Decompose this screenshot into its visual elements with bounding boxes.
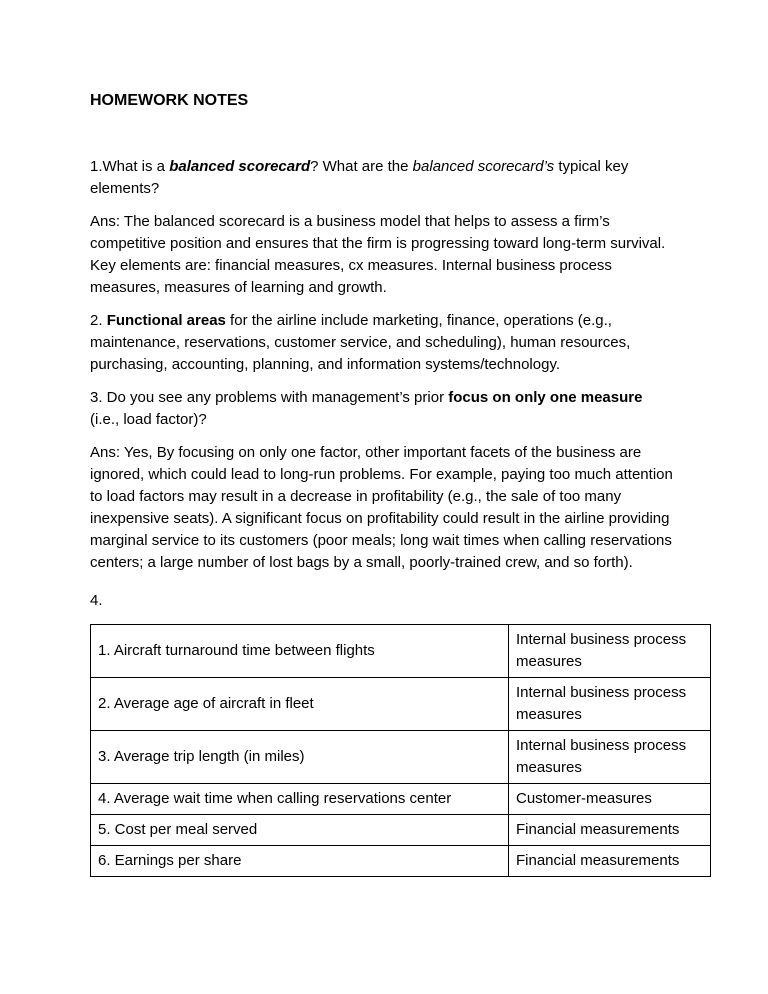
table-cell-item: 5. Cost per meal served (91, 815, 509, 846)
table-cell-item: 3. Average trip length (in miles) (91, 731, 509, 784)
table-cell-measure: Internal business process measures (509, 678, 711, 731)
question-1 (90, 156, 675, 200)
question-3 (90, 387, 675, 431)
table-cell-measure: Financial measurements (509, 846, 711, 877)
text-segment: ? What are the (310, 158, 413, 175)
text-segment: 3. Do you see any problems with management’s prior (90, 389, 449, 406)
text-segment: (i.e., load factor)? (90, 411, 207, 428)
table-row (91, 678, 711, 731)
table-cell-item: 1. Aircraft turnaround time between flights (91, 625, 509, 678)
text-segment: 2. (90, 312, 107, 329)
table-cell-item: 4. Average wait time when calling reservations center (91, 784, 509, 815)
table-row (91, 815, 711, 846)
question-2 (90, 310, 675, 376)
text-segment: 1.What is a (90, 158, 170, 175)
measures-table (90, 624, 711, 877)
text-segment: typical key elements? (90, 158, 629, 197)
text-segment-bold: focus on only one measure (448, 389, 643, 406)
table-cell-measure: Internal business process measures (509, 625, 711, 678)
text-segment-bold: Functional areas (106, 312, 226, 329)
answer-1: Ans: The balanced scorecard is a business model that helps to assess a firm’s competitive position and ensures that the firm is progressing toward long-term survival. Key elements are: financial measures, cx measures. Internal business process measures, measures of learning and growth. (90, 213, 666, 296)
text-segment-bold-italic: balanced scorecard (169, 158, 311, 175)
table-cell-item: 6. Earnings per share (91, 846, 509, 877)
table-row (91, 846, 711, 877)
table-cell-measure: Financial measurements (509, 815, 711, 846)
table-row (91, 625, 711, 678)
page-title: HOMEWORK NOTES (90, 92, 249, 109)
table-cell-item: 2. Average age of aircraft in fleet (91, 678, 509, 731)
table-row (91, 784, 711, 815)
table-cell-measure: Customer-measures (509, 784, 711, 815)
question-4-label: 4. (90, 592, 103, 609)
text-segment: for the airline include marketing, finance, operations (e.g., maintenance, reservations, customer service, and scheduling), human resources, purchasing, accounting, planning, and information systems/technology. (90, 312, 631, 373)
answer-3: Ans: Yes, By focusing on only one factor, other important facets of the business are ignored, which could lead to long-run problems. For example, paying too much attention to load factors may result in a decrease in profitability (e.g., the sale of too many inexpensive seats). A significant focus on profitability could result in the airline providing marginal service to its customers (poor meals; long wait times when calling reservations centers; a large number of lost bags by a small, poorly-trained crew, and so forth). (90, 444, 673, 571)
text-segment-italic: balanced scorecard’s (412, 158, 555, 175)
table-row (91, 731, 711, 784)
table-cell-measure: Internal business process measures (509, 731, 711, 784)
